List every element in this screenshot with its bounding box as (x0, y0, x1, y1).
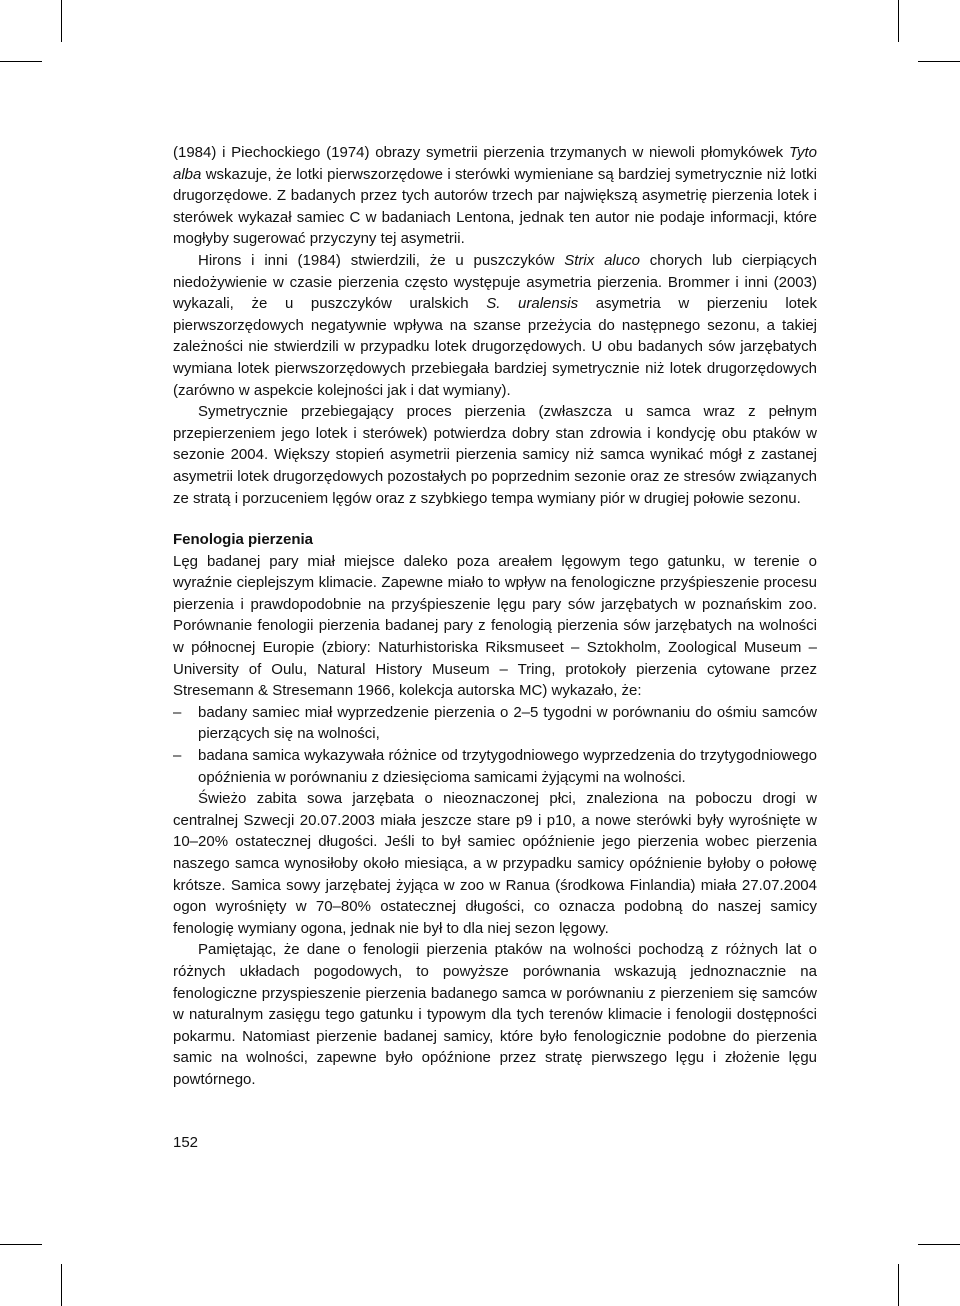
page-number: 152 (173, 1134, 199, 1151)
paragraph-6: Pamiętając, że dane o fenologii pierzenia ptaków na wolności pochodzą z różnych lat o różnych układach pogodowych, to powyższe porównania wskazują jednoznacznie na fenologiczne przyspieszenie pierzenia badanego samca w porównaniu z pierzeniem się samców w naturalnym zasięgu tego gatunku i typowym dla tych terenów klimacie i fenologii dostępności pokarmu. Natomiast pierzenie badanej samicy, które było fenologicznie podobne do pierzenia samic na wolności, zapewne było opóźnione przez stratę pierwszego lęgu i złożenie lęgu powtórnego. (173, 941, 817, 1088)
list-dash: – (173, 703, 182, 721)
species-name-tyto-alba: Tyto alba (173, 144, 817, 183)
paragraph-2 (173, 250, 817, 401)
paragraph-5: Świeżo zabita sowa jarzębata o nieoznaczonej płci, znaleziona na poboczu drogi w centralnej Szwecji 20.07.2003 miała jeszcze stare p9 i p10, a nowe sterówki były wyrośnięte w 10–20% ostatecznej długości. Jeśli to był samiec opóźnienie jego pierzenia wobec pierzenia naszego samca wynosiłoby około miesiąca, a w przypadku samicy opóźnienie byłoby o połowę krótsze. Samica sowy jarzębatej żyjąca w zoo w Ranua (środkowa Finlandia) miała 27.07.2004 ogon wyrośnięty w 70–80% ostatecznej długości, co oznacza podobną do naszej samicy fenologię wymiany ogona, jednak nie był to dla niej sezon lęgowy. (173, 790, 817, 937)
crop-mark-top-left-h (0, 61, 42, 62)
body-text (173, 142, 817, 1091)
species-name-strix-aluco: Strix aluco (564, 251, 640, 269)
crop-mark-bottom-right-h (918, 1244, 960, 1245)
list-item-text: badana samica wykazywała różnice od trzytygodniowego wyprzedzenia do trzytygodniowego opóźnienia w porównaniu z dziesięcioma samicami żyjącymi na wolności. (198, 747, 817, 786)
list-item (173, 745, 817, 788)
paragraph-3: Symetrycznie przebiegający proces pierzenia (zwłaszcza u samca wraz z pełnym przepierzeniem jego lotek i sterówek) potwierdza dobry stan zdrowia i kondycję obu ptaków w sezonie 2004. Większy stopień asymetrii pierzenia samicy niż samca wynikać mógł z zastanej asymetrii lotek drugorzędowych pozostałych po poprzednim sezonie oraz ze stresów związanych ze stratą i porzuceniem lęgów oraz z szybkiego tempa wymiany piór w drugiej połowie sezonu. (173, 403, 817, 507)
crop-mark-top-right-v (898, 0, 899, 42)
paragraph-1-text-a: (1984) i Piechockiego (1974) obrazy symetrii pierzenia trzymanych w niewoli płomykówek (173, 144, 789, 161)
paragraph-2-text-b: chorych lub cierpiących niedożywienie w czasie pierzenia często występuje asymetria pierzenia. Brommer i inni (2003) wykazali, że u puszczyków uralskich (173, 251, 818, 313)
list-item-text: badany samiec miał wyprzedzenie pierzenia o 2–5 tygodni w porównaniu do ośmiu samców pierzących się na wolności, (198, 703, 817, 743)
paragraph-1 (173, 142, 817, 250)
paragraph-1-text-b: wskazuje, że lotki pierwszorzędowe i sterówki wymieniane są bardziej symetrycznie niż lotki drugorzędowe. Z badanych przez tych autorów trzech par największą asymetrię pierzenia lotek i sterówek wykazał samiec C w badaniach Lentona, jednak ten autor nie podaje informacji, które mogłyby sugerować przyczyny tej asymetrii. (173, 165, 817, 248)
paragraph-2-text-c: asymetria w pierzeniu lotek pierwszorzędowych negatywnie wpływa na szanse przeżycia do następnego sezonu, a takiej zależności nie stwierdzili w przypadku lotek drugorzędowych. U obu badanych sów jarzębatych wymiana lotek pierwszorzędowych przebiegała bardziej symetrycznie niż lotek drugorzędowych (zarówno w aspekcie kolejności jak i dat wymiany). (173, 295, 818, 399)
section-heading: Fenologia pierzenia (173, 531, 314, 549)
paragraph-2-text-a: Hirons i inni (1984) stwierdzili, że u puszczyków (198, 251, 565, 269)
crop-mark-top-right-h (918, 61, 960, 62)
crop-mark-bottom-left-h (0, 1244, 42, 1245)
list-dash: – (173, 747, 182, 765)
crop-mark-top-left-v (61, 0, 62, 42)
crop-mark-bottom-left-v (61, 1264, 62, 1306)
species-name-strix-uralensis: S. uralensis (486, 295, 579, 313)
list-item (173, 702, 817, 745)
paragraph-4: Lęg badanej pary miał miejsce daleko poza areałem lęgowym tego gatunku, w terenie o wyraźnie cieplejszym klimacie. Zapewne miało to wpływ na fenologiczne przyśpieszenie procesu pierzenia i prawdopodobnie na przyśpieszenie lęgu pary sów jarzębatych w poznańskim zoo. Porównanie fenologii pierzenia badanej pary z fenologią pierzenia sów jarzębatych na wolności w północnej Europie (zbiory: Naturhistoriska Riksmuseet – Sztokholm, Zoological Museum – University of Oulu, Natural History Museum – Tring, protokoły pierzenia cytowane przez Stresemann & Stresemann 1966, kolekcja autorska MC) wykazało, że: (173, 552, 817, 700)
crop-mark-bottom-right-v (898, 1264, 899, 1306)
